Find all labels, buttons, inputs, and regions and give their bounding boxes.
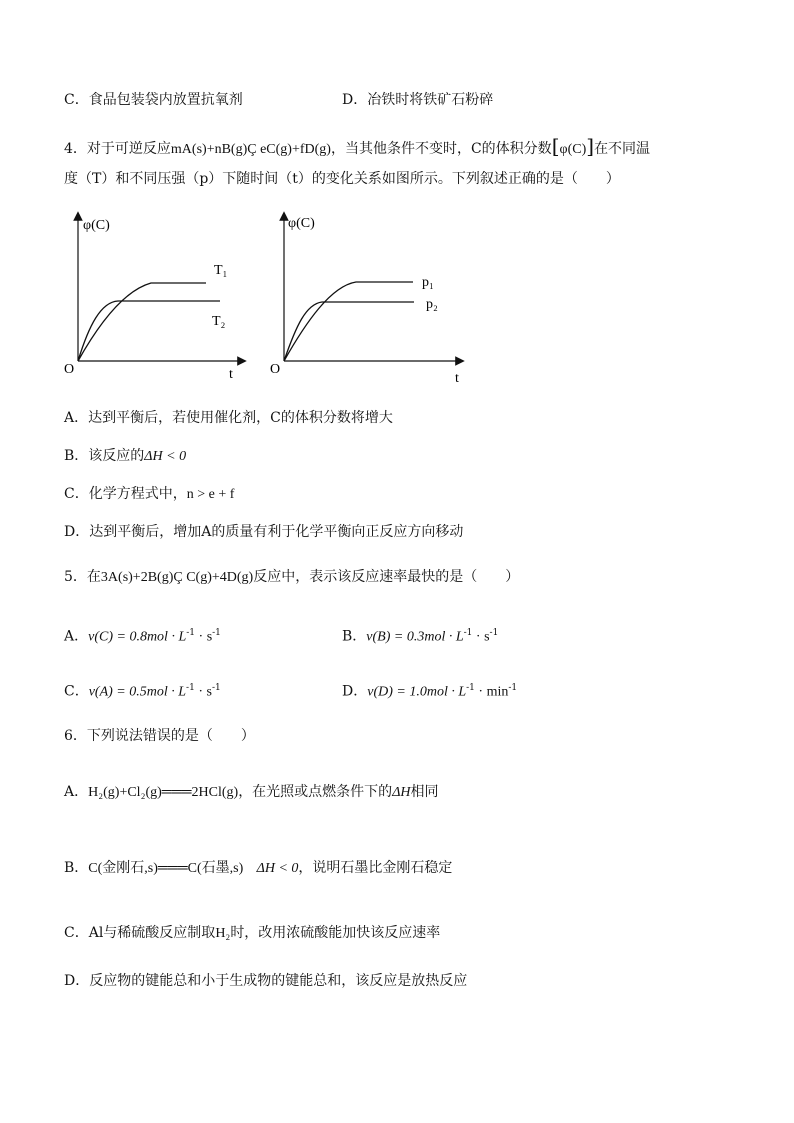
q4-suffix: 在不同温 — [594, 141, 651, 157]
exp: -1 — [489, 628, 499, 638]
q4-stem-line2: 度（T）和不同压强（p）下随时间（t）的变化关系如图所示。下列叙述正确的是（ ） — [64, 171, 620, 187]
q5-option-c-label: C． — [64, 683, 89, 700]
right-origin: O — [270, 362, 281, 377]
unit-s: s — [484, 629, 490, 645]
left-ylabel: φ(C) — [83, 218, 110, 233]
q3-option-d: D．冶铁时将铁矿石粉碎 — [342, 92, 494, 108]
q6-option-d: D．反应物的键能总和小于生成物的键能总和，该反应是放热反应 — [64, 973, 468, 989]
right-label-p1: p₁ — [422, 275, 434, 290]
q6-option-c-text2: 时，改用浓硫酸能加快该反应速率 — [230, 925, 441, 941]
q4-bracket-left: [ — [551, 134, 560, 158]
q6-option-a-tail: 相同 — [410, 784, 439, 800]
right-xlabel: t — [455, 371, 459, 386]
q5-suffix: 反应中，表示该反应速率最快的是（ ） — [253, 569, 520, 585]
q6-option-b-dh: ΔH < 0 — [256, 861, 299, 876]
left-curve-t1 — [78, 283, 206, 361]
exp: -1 — [211, 683, 221, 693]
left-origin: O — [64, 362, 75, 377]
q4-equation: mA(s)+nB(g)Ç eC(g)+fD(g) — [170, 142, 331, 157]
left-graph — [64, 216, 242, 382]
right-ylabel: φ(C) — [288, 216, 315, 231]
q4-bracket-right: ] — [586, 134, 595, 158]
q4-figure — [56, 210, 476, 392]
q5-option-c-math: v(A) = 0.5mol · L — [88, 684, 187, 700]
left-curve-t2 — [78, 301, 220, 361]
q6-option-c-h2: H₂ — [215, 926, 231, 941]
unit-s: s — [206, 684, 212, 700]
q5-option-a-math: v(C) = 0.8mol · L — [88, 629, 187, 645]
q6-option-a-text: ，在光照或点燃条件下的 — [238, 784, 393, 800]
q5-option-b-math: v(B) = 0.3mol · L — [366, 629, 464, 645]
q5-option-d-label: D． — [342, 683, 368, 700]
q4-phi-expr: φ(C) — [559, 142, 587, 157]
q6-option-b-text: ，说明石墨比金刚石稳定 — [298, 860, 453, 876]
q6-option-b — [64, 858, 452, 879]
exp: -1 — [186, 628, 196, 638]
q4-option-b-math: ΔH < 0 — [144, 449, 187, 464]
q6-option-b-math: C(金刚石,s)═══C(石墨,s) — [88, 861, 244, 876]
left-xlabel: t — [229, 367, 233, 382]
q6-option-b-label: B． — [64, 860, 89, 876]
q6-stem: 6．下列说法错误的是（ ） — [64, 728, 255, 744]
q6-option-a — [64, 782, 439, 803]
right-label-p2: p₂ — [426, 297, 438, 312]
right-graph — [270, 216, 460, 386]
q4-option-b — [64, 446, 186, 467]
exp: -1 — [186, 683, 195, 693]
q4-stem-line1 — [64, 136, 650, 160]
q5-equation: 3A(s)+2B(g)Ç C(g)+4D(g) — [100, 570, 254, 585]
q6-option-a-dh: ΔH — [392, 785, 411, 800]
exp: -1 — [463, 628, 473, 638]
right-curve-p2 — [284, 302, 414, 361]
q4-option-a: A．达到平衡后，若使用催化剂，C的体积分数将增大 — [64, 410, 393, 426]
unit-min: min — [486, 684, 509, 700]
right-curve-p1 — [284, 282, 413, 361]
q5-option-d-math: v(D) = 1.0mol · L — [367, 684, 467, 700]
q4-prefix: 4．对于可逆反应 — [64, 141, 171, 157]
q4-option-c-text: C．化学方程式中， — [64, 486, 187, 502]
q4-mid: ，当其他条件不变时，C的体积分数 — [330, 141, 552, 157]
q6-option-c — [64, 923, 440, 944]
exp: -1 — [466, 683, 475, 693]
q5-option-a-label: A． — [64, 628, 89, 645]
q5-stem — [64, 567, 519, 588]
q6-option-c-text1: C．Al与稀硫酸反应制取 — [64, 925, 216, 941]
exp: -1 — [212, 628, 221, 638]
q5-option-b-label: B． — [342, 628, 367, 645]
q5-option-d: D．$v(D) = 1.0mol \cdot L^{-1} \cdot \min^{-1}$ — [342, 683, 518, 700]
left-label-t1: T₁ — [214, 263, 228, 278]
q5-option-c: C．$v(A) = 0.5mol \cdot L^{-1} \cdot s^{-1}$ — [64, 683, 221, 700]
exp: -1 — [508, 683, 518, 693]
q4-option-d: D．达到平衡后，增加A的质量有利于化学平衡向正反应方向移动 — [64, 524, 464, 540]
q6-option-a-math: H₂(g)+Cl₂(g)═══2HCl(g) — [88, 785, 239, 800]
q5-prefix: 5．在 — [64, 569, 101, 585]
q4-option-c-math: n > e + f — [186, 487, 235, 502]
q4-option-b-text: B．该反应的 — [64, 448, 145, 464]
q6-option-a-label: A． — [64, 784, 89, 800]
q5-option-a: A．$v(C) = 0.8mol \cdot L^{-1} \cdot s^{-1}$ — [64, 628, 221, 645]
q5-option-b: B．$v(B) = 0.3mol \cdot L^{-1} \cdot s^{-1}$ — [342, 628, 499, 645]
left-label-t2: T₂ — [212, 314, 226, 329]
unit-s: s — [206, 629, 213, 645]
q3-option-c: C．食品包装袋内放置抗氧剂 — [64, 92, 243, 108]
q4-option-c — [64, 484, 234, 505]
